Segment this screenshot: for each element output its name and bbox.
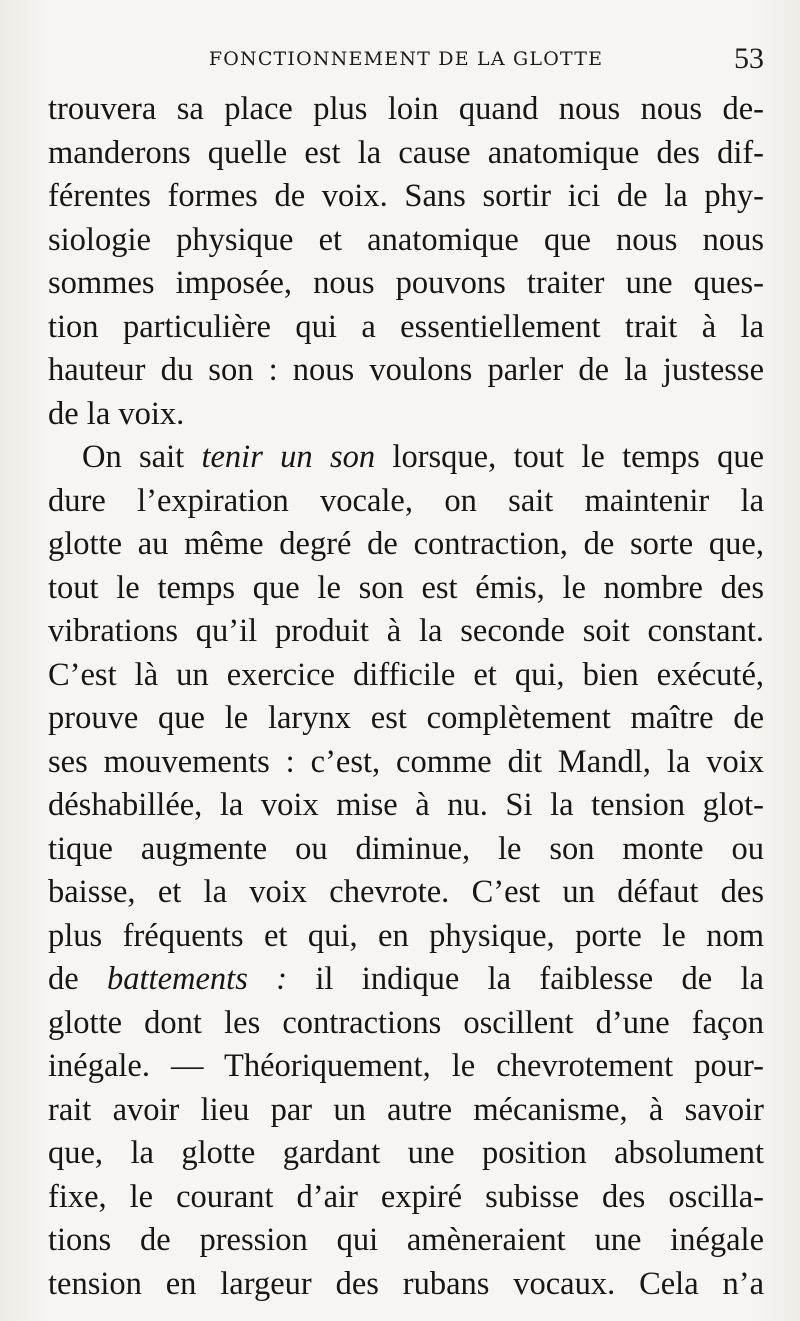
text-line: vibrations qu’il produit à la seconde soit constant.: [48, 613, 764, 649]
mixed-line: [48, 958, 764, 1002]
italic-term: battements :: [107, 961, 288, 997]
text-line: glotte au même degré de contraction, de sorte que,: [48, 526, 764, 562]
running-title: FONCTIONNEMENT DE LA GLOTTE: [208, 48, 604, 70]
text-line: ses mouvements : c’est, comme dit Mandl, la voix: [48, 743, 764, 780]
text-line: sommes imposée, nous pouvons traiter une ques-: [48, 265, 764, 301]
italic-term: tenir un son: [201, 439, 376, 475]
text-fragment: lorsque, tout le temps que: [392, 439, 765, 475]
body-text: [48, 88, 764, 1306]
text-line: férentes formes de voix. Sans sortir ici de la phy-: [48, 178, 764, 214]
text-line: hauteur du son : nous voulons parler de la justesse: [48, 352, 764, 388]
paragraph-start-line: [48, 436, 764, 480]
text-line: fixe, le courant d’air expiré subisse des oscilla-: [48, 1178, 764, 1215]
text-line: inégale. — Théoriquement, le chevrotement pour-: [48, 1048, 764, 1084]
text-line: tion particulière qui a essentiellement trait à la: [48, 308, 764, 345]
text-line: dure l’expiration vocale, on sait maintenir la: [48, 482, 764, 519]
text-line: de la voix.: [48, 395, 185, 432]
text-line: glotte dont les contractions oscillent d’une façon: [48, 1004, 764, 1041]
text-line: prouve que le larynx est complètement maître de: [48, 700, 764, 736]
text-line: tique augmente ou diminue, le son monte ou: [48, 830, 764, 867]
text-line: trouvera sa place plus loin quand nous nous de-: [48, 91, 764, 127]
text-line: que, la glotte gardant une position absolument: [48, 1135, 764, 1171]
text-line: C’est là un exercice difficile et qui, bien exécuté,: [48, 656, 764, 693]
text-line: tout le temps que le son est émis, le nombre des: [48, 569, 764, 606]
text-line: déshabillée, la voix mise à nu. Si la tension glot-: [48, 787, 764, 823]
text-line: baisse, et la voix chevrote. C’est un défaut des: [48, 874, 764, 910]
page-number: 53: [734, 42, 764, 75]
page-header: [48, 42, 764, 78]
text-line: rait avoir lieu par un autre mécanisme, à savoir: [48, 1091, 764, 1128]
text-line: manderons quelle est la cause anatomique des dif-: [48, 134, 764, 171]
text-line: siologie physique et anatomique que nous nous: [48, 221, 764, 258]
text-line: tension en largeur des rubans vocaux. Cela n’a: [48, 1265, 764, 1302]
text-fragment: de: [48, 961, 108, 997]
text-fragment: On sait: [82, 439, 202, 475]
text-line: plus fréquents et qui, en physique, porte le nom: [48, 917, 764, 954]
text-fragment: il indique la faiblesse de la: [315, 961, 764, 997]
text-line: tions de pression qui amèneraient une inégale: [48, 1222, 764, 1258]
